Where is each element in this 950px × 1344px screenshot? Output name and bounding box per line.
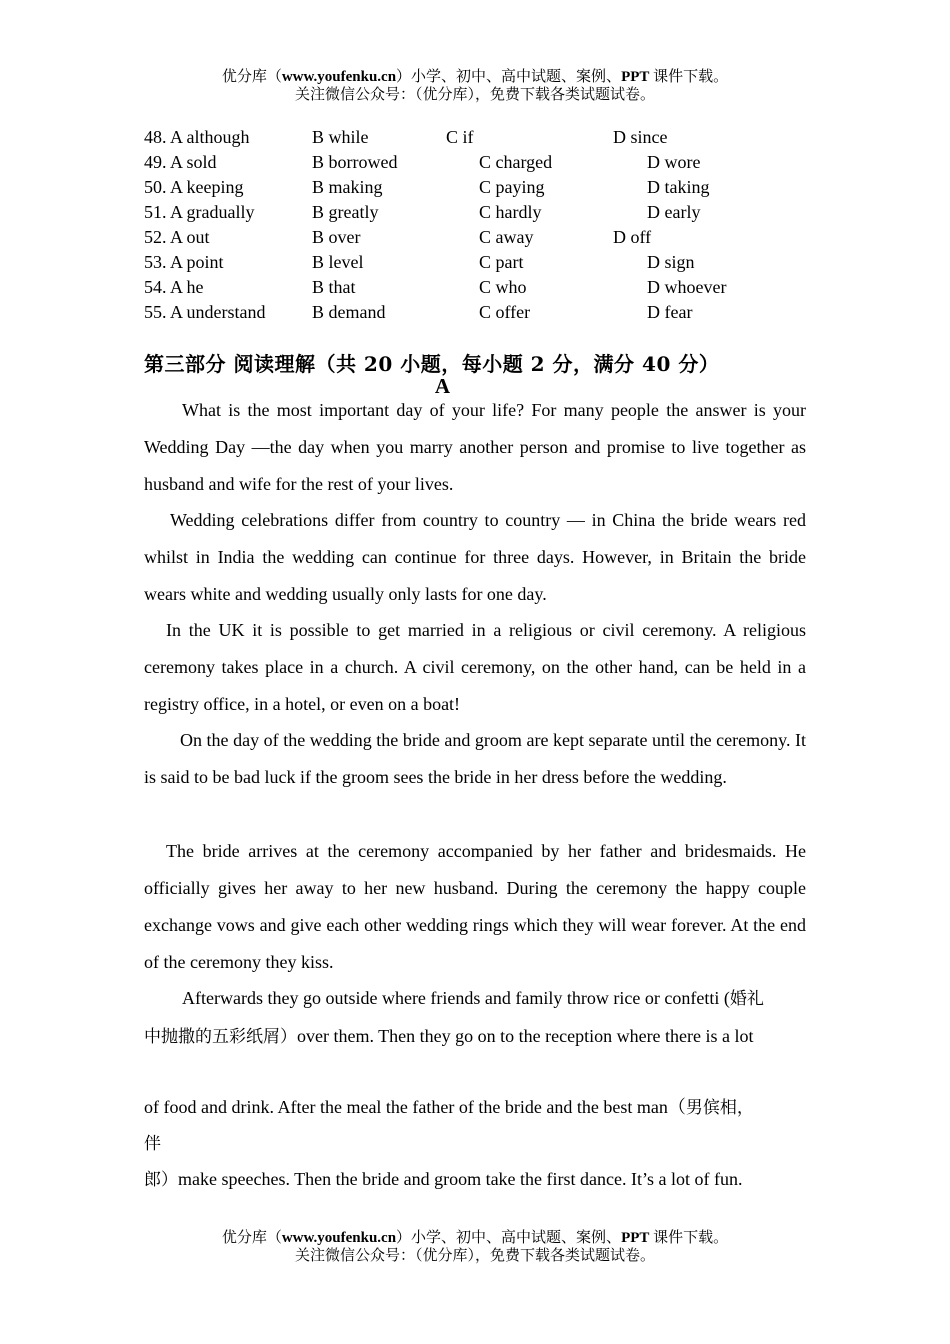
q48-b: B while [312, 127, 369, 147]
q50-c: C paying [479, 177, 545, 197]
footer-line-2: 关注微信公众号：（优分库），免费下载各类试题试卷。 [294, 1248, 655, 1264]
q48-c: C if [446, 127, 474, 147]
header-prefix: 优分库（ [221, 69, 282, 85]
footer-ppt: PPT [621, 1230, 650, 1246]
q54-c: C who [479, 277, 527, 297]
paragraph-1: What is the most important day of your life? For many people the answer is your Wedding Day —the day when you marry another person and promise to live together as husband and wife for the rest of your lives. [144, 400, 806, 494]
paragraph-4: On the day of the wedding the bride and groom are kept separate until the ceremony. It is said to be bad luck if the groom sees the bride in her dress before the wedding. [144, 730, 806, 787]
paragraph-6-cn-2: 中抛撒的五彩纸屑） [144, 1027, 297, 1047]
paragraph-7-cn-2: 伴 [144, 1134, 161, 1154]
paragraph-7-line-3 [144, 1168, 742, 1191]
header-top [0, 68, 950, 104]
header-site: www.youfenku.cn [281, 69, 397, 85]
q55-d: D fear [647, 302, 693, 322]
q49-a: 49. A sold [144, 152, 217, 172]
q52-c: C away [479, 227, 534, 247]
q50-d: D taking [647, 177, 710, 197]
paragraph-6-text-a: Afterwards they go outside where friends and family throw rice or confetti ( [182, 988, 730, 1008]
q52-a: 52. A out [144, 227, 210, 247]
paragraph-7-text-a: of food and drink. After the meal the father of the bride and the best man（ [144, 1097, 686, 1117]
header-line-2: 关注微信公众号：（优分库），免费下载各类试题试卷。 [294, 87, 655, 103]
q49-d: D wore [647, 152, 701, 172]
paragraph-2: Wedding celebrations differ from country to country — in China the bride wears red whilst in India the wedding can continue for three days. However, in Britain the bride wears white and wedding usually only lasts for one day. [144, 510, 806, 604]
q50-b: B making [312, 177, 383, 197]
paragraph-6 [144, 980, 806, 1056]
q55-a: 55. A understand [144, 302, 266, 322]
footer-suffix: 课件下载。 [649, 1230, 729, 1246]
header-line-1 [0, 68, 950, 86]
q54-a: 54. A he [144, 277, 204, 297]
paragraph-3: In the UK it is possible to get married in a religious or civil ceremony. A religious ceremony takes place in a church. A civil ceremony, on the other hand, can be held in a registry office, in a hotel, or even on a boat! [144, 620, 806, 714]
paragraph-6-text-b: over them. Then they go on to the reception where there is a lot [297, 1026, 754, 1046]
q49-b: B borrowed [312, 152, 398, 172]
q50-a: 50. A keeping [144, 177, 244, 197]
footer-site: www.youfenku.cn [281, 1230, 397, 1246]
paragraph-7-cn-1: 男傧相， [685, 1098, 754, 1118]
q54-b: B that [312, 277, 356, 297]
q53-d: D sign [647, 252, 695, 272]
footer-prefix: 优分库（ [221, 1230, 282, 1246]
q53-b: B level [312, 252, 364, 272]
q53-a: 53. A point [144, 252, 224, 272]
paragraph-7-text-b: make speeches. Then the bride and groom take the first dance. It’s a lot of fun. [178, 1169, 743, 1189]
q52-b: B over [312, 227, 361, 247]
q51-c: C hardly [479, 202, 542, 222]
q54-d: D whoever [647, 277, 727, 297]
q52-d: D off [613, 227, 652, 247]
footer-line-1 [0, 1229, 950, 1247]
q51-b: B greatly [312, 202, 379, 222]
header-mid: ）小学、初中、高中试题、案例、 [396, 69, 622, 85]
paragraph-6-cn-1: 婚礼 [729, 989, 764, 1009]
q51-a: 51. A gradually [144, 202, 255, 222]
header-suffix: 课件下载。 [649, 69, 729, 85]
section-title: 第三部分 阅读理解（共 20 小题，每小题 2 分，满分 40 分） [144, 352, 720, 376]
q48-d: D since [613, 127, 668, 147]
header-ppt: PPT [621, 69, 650, 85]
paragraph-5: The bride arrives at the ceremony accompanied by her father and bridesmaids. He officially gives her away to her new husband. During the ceremony the happy couple exchange vows and give each other wedding rings which they will wear forever. At the end of the ceremony they kiss. [144, 841, 806, 972]
footer-bottom [0, 1229, 950, 1265]
q51-d: D early [647, 202, 701, 222]
q48-a: 48. A although [144, 127, 250, 147]
footer-mid: ）小学、初中、高中试题、案例、 [396, 1230, 622, 1246]
paragraph-7-line-1 [144, 1096, 754, 1119]
paragraph-7-cn-3: 郎） [144, 1170, 178, 1190]
q55-c: C offer [479, 302, 531, 322]
q49-c: C charged [479, 152, 553, 172]
q53-c: C part [479, 252, 524, 272]
q55-b: B demand [312, 302, 386, 322]
passage-letter: A [434, 374, 451, 398]
